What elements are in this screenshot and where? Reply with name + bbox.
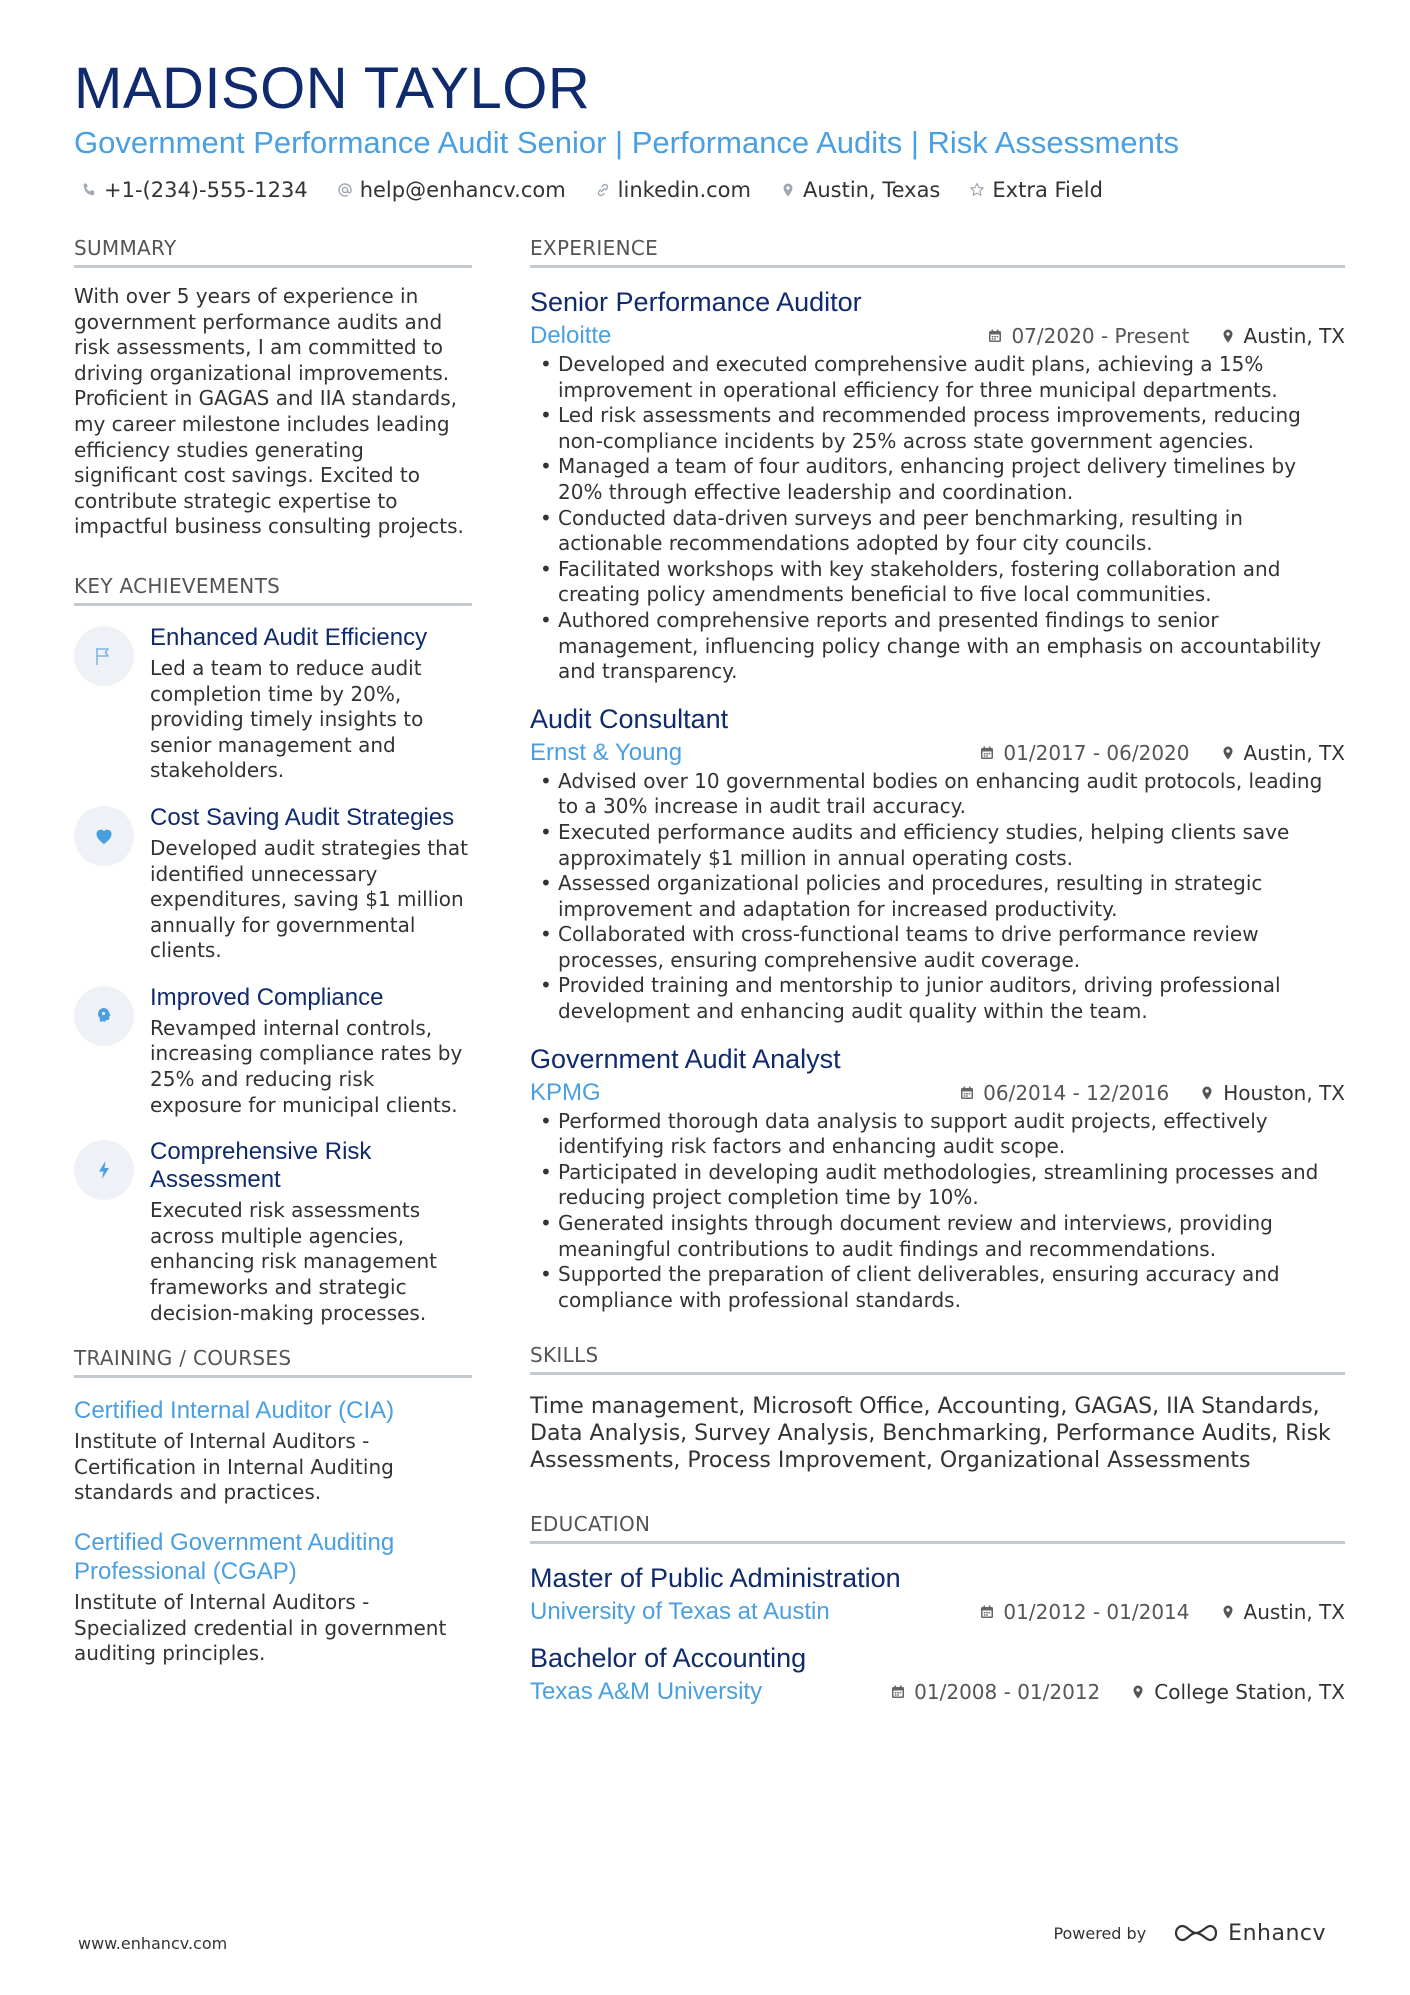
job-bullet: • Supported the preparation of client deliverables, ensuring accuracy and compliance with professional standards. <box>530 1262 1345 1313</box>
education-dates: 01/2008 - 01/2012 <box>914 1680 1101 1705</box>
achievement-text: Led a team to reduce audit completion time by 20%, providing timely insights to senior management and stakeholders. <box>150 655 424 783</box>
section-title-training: TRAINING / COURSES <box>74 1346 472 1378</box>
job-bullet: • Provided training and mentorship to junior auditors, driving professional development and enhancing audit quality within the team. <box>530 973 1345 1024</box>
achievement-text: Revamped internal controls, increasing compliance rates by 25% and reducing risk exposure for municipal clients. <box>150 1015 463 1117</box>
course-item <box>74 1528 472 1667</box>
job-bullets <box>530 1109 1345 1314</box>
course-item <box>74 1396 472 1506</box>
job-bullet: • Authored comprehensive reports and presented findings to senior management, influencing policy change with an emphasis on accountability and transparency. <box>530 608 1345 685</box>
calendar-icon <box>979 745 995 761</box>
course-title: Certified Government Auditing Professional (CGAP) <box>74 1529 395 1585</box>
education-dates: 01/2012 - 01/2014 <box>1003 1600 1190 1625</box>
job-bullet: • Participated in developing audit methodologies, streamlining processes and reducing project completion time by 10%. <box>530 1160 1345 1211</box>
location-pin-icon <box>1130 1684 1146 1700</box>
achievement-text: Developed audit strategies that identified unnecessary expenditures, saving $1 million annually for governmental clients. <box>150 835 468 963</box>
course-title: Certified Internal Auditor (CIA) <box>74 1397 395 1425</box>
location-pin-icon <box>1220 745 1236 761</box>
achievement-title: Comprehensive Risk Assessment <box>150 1138 372 1194</box>
job-bullet: • Collaborated with cross-functional teams to drive performance review processes, ensuring comprehensive audit coverage. <box>530 922 1345 973</box>
section-title-achievements: KEY ACHIEVEMENTS <box>74 574 472 606</box>
summary-text: With over 5 years of experience in government performance audits and risk assessments, I am committed to driving organizational improvements. Proficient in GAGAS and IIA standards, my career milestone includes leading efficiency studies generating significant cost savings. Excited to contribute strategic expertise to impactful business consulting projects. <box>74 284 464 539</box>
skills-section <box>530 1343 1345 1474</box>
job-bullet: • Performed thorough data analysis to support audit projects, effectively identifying risk factors and enhancing audit scope. <box>530 1109 1345 1160</box>
contact-extra <box>968 178 1103 202</box>
summary-section <box>74 236 472 540</box>
job-bullet: • Led risk assessments and recommended process improvements, reducing non-compliance incidents by 25% across state government agencies. <box>530 403 1345 454</box>
job-company: Deloitte <box>530 322 612 349</box>
left-column <box>74 236 472 1689</box>
achievements-section <box>74 574 472 1326</box>
education-degree: Master of Public Administration <box>530 1563 901 1594</box>
achievement-item <box>74 804 472 964</box>
candidate-headline: Government Performance Audit Senior | Performance Audits | Risk Assessments <box>74 125 1180 160</box>
course-description: Institute of Internal Auditors - Specialized credential in government auditing principles. <box>74 1590 447 1666</box>
education-entry <box>530 1562 1345 1626</box>
lightning-icon <box>74 1140 134 1200</box>
heart-icon <box>74 806 134 866</box>
job-bullet: • Managed a team of four auditors, enhancing project delivery timelines by 20% through effective leadership and coordination. <box>530 454 1345 505</box>
achievement-title: Cost Saving Audit Strategies <box>150 803 455 831</box>
training-section <box>74 1346 472 1667</box>
contact-phone-text: +1-(234)-555-1234 <box>104 178 308 202</box>
contact-linkedin-text: linkedin.com <box>617 178 751 202</box>
head-brain-icon <box>74 986 134 1046</box>
phone-icon <box>80 182 98 198</box>
achievement-item <box>74 1138 472 1326</box>
job-company: Ernst & Young <box>530 738 683 766</box>
job-title: Audit Consultant <box>530 703 729 734</box>
star-icon <box>968 182 986 198</box>
section-title-summary: SUMMARY <box>74 236 472 268</box>
location-pin-icon <box>1220 1604 1236 1620</box>
candidate-name: MADISON TAYLOR <box>74 56 591 121</box>
job-location: Austin, TX <box>1243 740 1345 765</box>
job-dates: 01/2017 - 06/2020 <box>1003 740 1190 765</box>
achievement-title: Improved Compliance <box>150 983 384 1011</box>
job-bullet: • Generated insights through document review and interviews, providing meaningful contributions to audit findings and recommendations. <box>530 1211 1345 1262</box>
location-pin-icon <box>779 182 797 198</box>
education-entry <box>530 1642 1345 1706</box>
contact-email-text: help@enhancv.com <box>359 178 566 202</box>
job-bullet: • Advised over 10 governmental bodies on enhancing audit protocols, leading to a 30% increase in audit trail accuracy. <box>530 769 1345 820</box>
job-bullet: • Conducted data-driven surveys and peer benchmarking, resulting in actionable recommendations adopted by four city councils. <box>530 506 1345 557</box>
job-entry <box>530 1043 1345 1314</box>
job-bullets <box>530 352 1345 685</box>
experience-section <box>530 236 1345 1313</box>
contact-bar <box>80 178 1131 202</box>
job-bullet: • Developed and executed comprehensive audit plans, achieving a 15% improvement in operational efficiency for three municipal departments. <box>530 352 1345 403</box>
achievement-item <box>74 624 472 784</box>
link-icon <box>594 182 612 198</box>
footer-branding <box>1053 1920 1326 1946</box>
course-description: Institute of Internal Auditors - Certification in Internal Auditing standards and practices. <box>74 1429 394 1505</box>
footer-website[interactable]: www.enhancv.com <box>78 1934 228 1953</box>
education-degree: Bachelor of Accounting <box>530 1643 807 1674</box>
job-location: Austin, TX <box>1243 324 1345 348</box>
job-bullet: • Facilitated workshops with key stakeholders, fostering collaboration and creating policy amendments beneficial to five local communities. <box>530 557 1345 608</box>
job-entry <box>530 703 1345 1025</box>
education-school: University of Texas at Austin <box>530 1598 830 1626</box>
job-location: Houston, TX <box>1223 1080 1345 1105</box>
contact-phone[interactable] <box>80 178 308 202</box>
infinity-logo-icon <box>1172 1920 1220 1946</box>
job-company: KPMG <box>530 1078 601 1106</box>
contact-location <box>779 178 940 202</box>
education-school: Texas A&M University <box>530 1678 763 1706</box>
calendar-icon <box>987 328 1003 344</box>
job-bullets <box>530 769 1345 1025</box>
calendar-icon <box>979 1604 995 1620</box>
education-section <box>530 1512 1345 1706</box>
brand-name: Enhancv <box>1228 1920 1326 1946</box>
job-dates: 07/2020 - Present <box>1011 324 1190 348</box>
location-pin-icon <box>1220 328 1236 344</box>
contact-location-text: Austin, Texas <box>802 178 941 202</box>
location-pin-icon <box>1199 1085 1215 1101</box>
section-title-skills: SKILLS <box>530 1343 1345 1375</box>
enhancv-logo <box>1172 1920 1326 1946</box>
calendar-icon <box>890 1684 906 1700</box>
section-title-education: EDUCATION <box>530 1512 1345 1544</box>
job-title: Government Audit Analyst <box>530 1043 841 1074</box>
skills-list: Time management, Microsoft Office, Accounting, GAGAS, IIA Standards, Data Analysis, Survey Analysis, Benchmarking, Performance Audits, Risk Assessments, Process Improvement, Organizational Assessments <box>530 1394 1331 1474</box>
at-icon <box>336 182 354 198</box>
powered-by-label: Powered by <box>1053 1923 1147 1943</box>
calendar-icon <box>959 1085 975 1101</box>
section-title-experience: EXPERIENCE <box>530 236 1345 268</box>
job-dates: 06/2014 - 12/2016 <box>983 1080 1170 1105</box>
achievement-text: Executed risk assessments across multiple agencies, enhancing risk management frameworks and strategic decision-making processes. <box>150 1198 437 1325</box>
contact-linkedin[interactable] <box>594 178 751 202</box>
flag-icon <box>74 626 134 686</box>
job-bullet: • Assessed organizational policies and procedures, resulting in strategic improvement and adaptation for increased productivity. <box>530 871 1345 922</box>
right-column <box>530 236 1345 1722</box>
education-location: Austin, TX <box>1243 1600 1345 1625</box>
achievement-title: Enhanced Audit Efficiency <box>150 623 428 651</box>
job-bullet: • Executed performance audits and efficiency studies, helping clients save approximately $1 million in annual operating costs. <box>530 820 1345 871</box>
job-entry <box>530 286 1345 685</box>
achievement-item <box>74 984 472 1118</box>
education-location: College Station, TX <box>1154 1680 1345 1705</box>
job-title: Senior Performance Auditor <box>530 287 862 317</box>
contact-email[interactable] <box>336 178 566 202</box>
contact-extra-text: Extra Field <box>992 178 1103 202</box>
